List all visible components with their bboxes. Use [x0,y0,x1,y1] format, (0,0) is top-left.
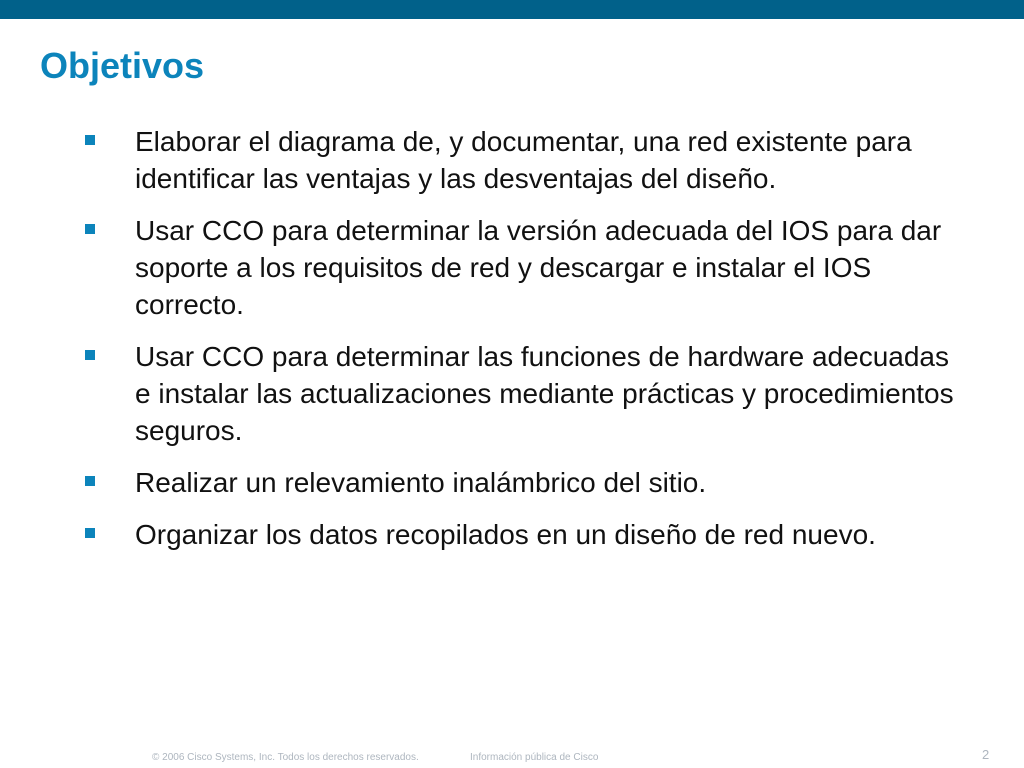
square-bullet-icon [85,476,95,486]
list-item [0,212,1024,323]
page-number: 2 [982,747,990,762]
list-item [0,516,1024,553]
list-item [0,123,1024,197]
bullet-list [0,123,1024,568]
list-item [0,338,1024,449]
square-bullet-icon [85,528,95,538]
slide-title: Objetivos [40,45,205,86]
bullet-text: Elaborar el diagrama de, y documentar, una red existente para identificar las ventajas y las desventajas del diseño. [135,126,912,194]
footer-classification: Información pública de Cisco [470,752,599,763]
bullet-text: Usar CCO para determinar las funciones de hardware adecuadas e instalar las actualizaciones mediante prácticas y procedimientos seguros. [135,341,954,446]
bullet-text: Realizar un relevamiento inalámbrico del sitio. [135,467,707,498]
square-bullet-icon [85,224,95,234]
square-bullet-icon [85,350,95,360]
footer-copyright: © 2006 Cisco Systems, Inc. Todos los derechos reservados. [152,752,419,763]
square-bullet-icon [85,135,95,145]
bullet-text: Organizar los datos recopilados en un diseño de red nuevo. [135,519,876,550]
list-item [0,464,1024,501]
bullet-text: Usar CCO para determinar la versión adecuada del IOS para dar soporte a los requisitos de red y descargar e instalar el IOS correcto. [135,215,942,320]
top-banner [0,0,1024,19]
